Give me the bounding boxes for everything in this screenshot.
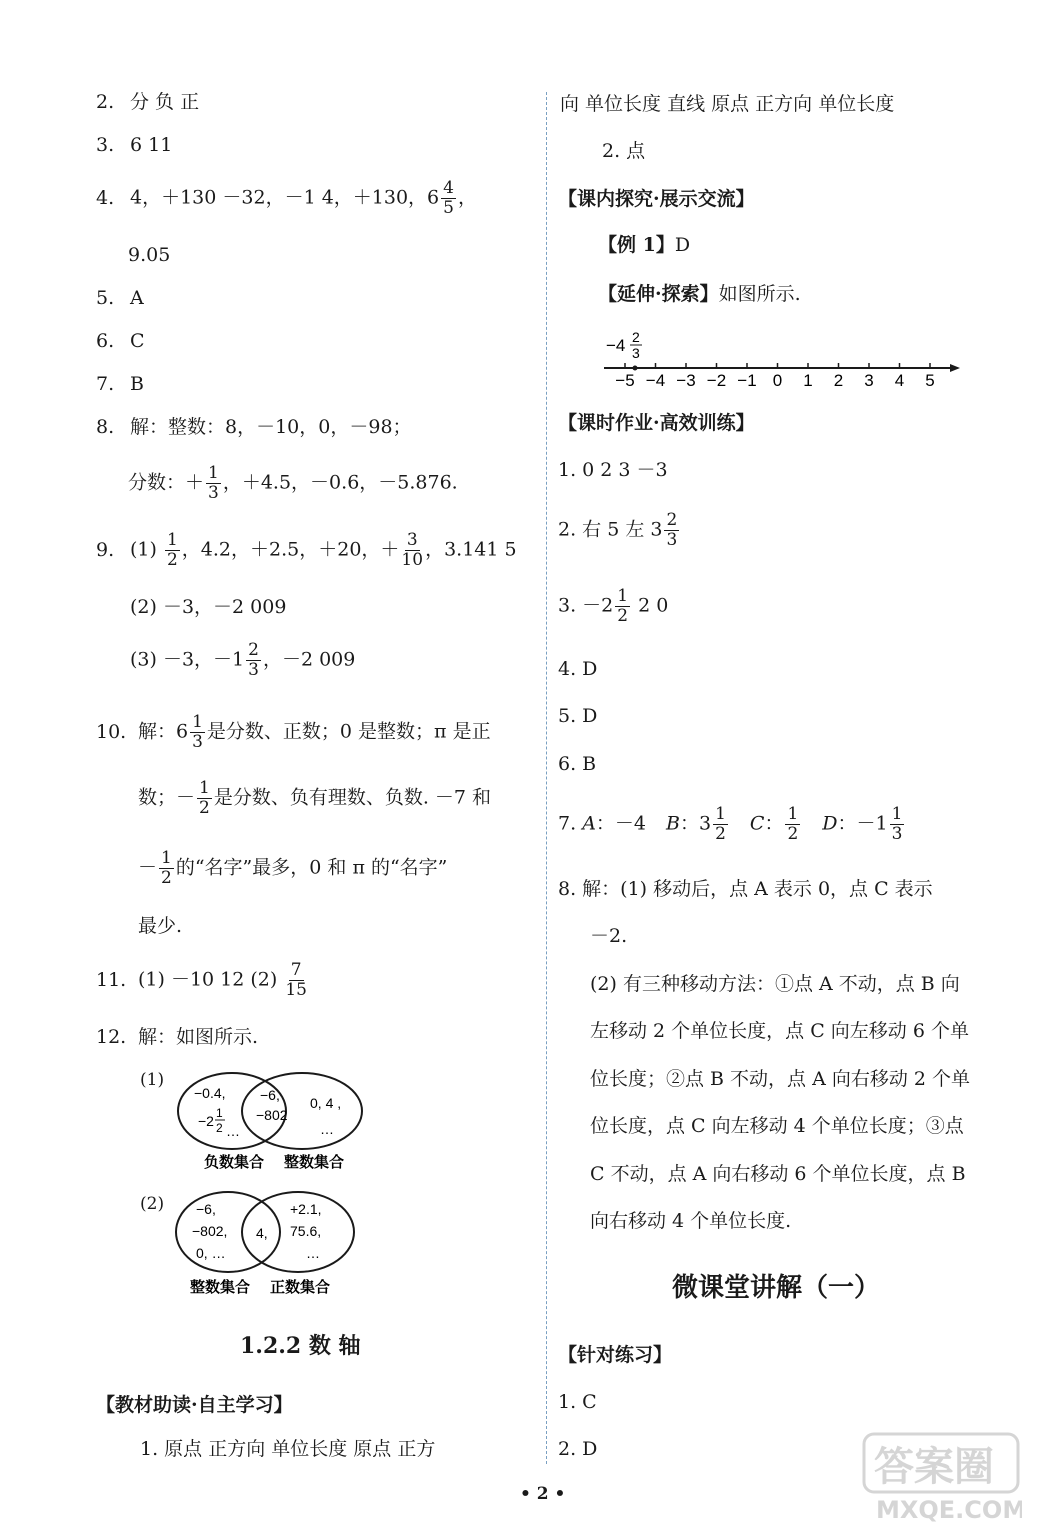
answer-9-3: (3) －3，－1 $\frac{2}{3}$ ，－2 009 xyxy=(130,640,356,680)
subhead-explore: 【课内探究·展示交流】 xyxy=(558,188,755,210)
venn2-left-3: 0, … xyxy=(196,1245,226,1261)
tick-label: −2 xyxy=(706,371,727,390)
subhead-practice: 【针对练习】 xyxy=(558,1344,673,1366)
fraction: $\frac{2}{3}$ xyxy=(666,510,678,550)
fraction: $\frac{3}{10}$ xyxy=(401,530,424,570)
venn1-left-fd: 2 xyxy=(216,1121,223,1135)
tick-label: −1 xyxy=(737,371,757,390)
answer-cont-line: 向 单位长度 直线 原点 正方向 单位长度 xyxy=(560,93,895,115)
tick-label: 4 xyxy=(894,371,905,390)
venn2-mid-1: 4, xyxy=(256,1225,268,1241)
answer-10: 10. 解：6 $\frac{1}{3}$ 是分数、正数；0 是整数；π 是正 xyxy=(96,712,491,752)
venn1-caption-right: 整数集合 xyxy=(284,1154,345,1171)
hw-answer-8-line4: 左移动 2 个单位长度，点 C 向左移动 6 个单 xyxy=(590,1020,969,1042)
answer-item-2: 2. 点 xyxy=(602,140,646,162)
fraction: $\frac{1}{3}$ xyxy=(192,712,203,752)
venn2-label: (2) xyxy=(140,1194,165,1214)
arrow-icon xyxy=(950,364,960,372)
fraction: $\frac{2}{3}$ xyxy=(248,640,259,680)
point-label-int: −4 xyxy=(606,336,626,355)
tick-label: 1 xyxy=(803,371,813,390)
venn2-right-3: … xyxy=(306,1245,320,1261)
tick-label: 0 xyxy=(772,371,783,390)
venn1-left-3: … xyxy=(226,1123,240,1139)
fraction: $\frac{1}{2}$ xyxy=(199,778,210,818)
page-number: • 2 • xyxy=(520,1484,566,1504)
fraction: $\frac{1}{3}$ xyxy=(208,463,219,503)
fraction: $\frac{1}{2}$ xyxy=(161,848,172,888)
answer-9-2: (2) －3，－2 009 xyxy=(130,596,287,618)
subhead-textbook: 【教材助读·自主学习】 xyxy=(96,1394,293,1416)
tick-label: −4 xyxy=(645,371,666,390)
hw-answer-6: 6. B xyxy=(558,753,597,775)
tick-label: 5 xyxy=(925,371,935,390)
point-label-fd: 3 xyxy=(632,345,640,361)
fraction: $\frac{4}{5}$ xyxy=(443,178,454,218)
answer-7: 7. B xyxy=(96,373,144,395)
answer-4: 4. 4，＋130 －32，－1 4，＋130，6 $\frac{4}{5}$ ， xyxy=(96,178,477,218)
watermark-icon xyxy=(862,1430,1022,1526)
hw-answer-8-line5: 位长度；②点 B 不动，点 A 向右移动 2 个单 xyxy=(590,1068,971,1090)
fraction: $\frac{1}{2}$ xyxy=(787,804,799,844)
answer-6: 6. C xyxy=(96,330,145,352)
venn-diagram-2 xyxy=(170,1188,370,1298)
practice-answer-2: 2. D xyxy=(558,1438,598,1460)
tick-label: −5 xyxy=(615,371,635,390)
tick-label: 2 xyxy=(833,371,844,390)
hw-answer-3: 3. －2 $\frac{1}{2}$ 2 0 xyxy=(558,586,669,626)
answer-8: 8. 解：整数：8，－10，0，－98； xyxy=(96,416,412,438)
number-line xyxy=(594,324,974,390)
svg-text:答案圈: 答案圈 xyxy=(874,1444,994,1490)
venn2-left-2: −802, xyxy=(192,1223,228,1239)
hw-answer-8-line6: 位长度，点 C 向左移动 4 个单位长度；③点 xyxy=(590,1115,964,1137)
subhead-homework: 【课时作业·高效训练】 xyxy=(558,412,755,434)
svg-text:MXQE.COM: MXQE.COM xyxy=(876,1496,1022,1524)
answer-8-cont: 分数：＋ $\frac{1}{3}$ ，＋4.5，－0.6，－5.876. xyxy=(128,463,458,503)
fraction: $\frac{1}{2}$ xyxy=(166,530,178,570)
answer-10-line3: － $\frac{1}{2}$ 的“名字”最多，0 和 π 的“名字” xyxy=(138,848,448,888)
answer-2: 2. 分 负 正 xyxy=(96,91,200,113)
fraction: $\frac{1}{2}$ xyxy=(617,586,629,626)
tick-label: −3 xyxy=(676,371,696,390)
venn1-left-2: −2 xyxy=(198,1113,214,1129)
example-1: 【例 1】D xyxy=(598,234,691,256)
answer-12: 12. 解：如图所示. xyxy=(96,1026,259,1048)
hw-answer-8-line7: C 不动，点 A 向右移动 6 个单位长度，点 B xyxy=(590,1163,966,1185)
watermark-logo xyxy=(862,1430,1022,1526)
point-label-fn: 2 xyxy=(632,329,640,345)
fraction: $\frac{1}{2}$ xyxy=(715,804,726,844)
venn-diagram-1 xyxy=(170,1064,370,1174)
hw-answer-7: 7. A：－4 B：3 $\frac{1}{2}$ C： $\frac{1}{2}$ D：－1 $\frac{1}{3}$ xyxy=(558,804,903,844)
venn1-mid-2: −802 xyxy=(256,1107,288,1123)
hw-answer-8-line8: 向右移动 4 个单位长度. xyxy=(590,1210,792,1232)
venn2-right-1: +2.1, xyxy=(290,1201,322,1217)
venn1-right-1: 0, 4 , xyxy=(310,1095,342,1111)
answer-11: 11. (1) －10 12 (2) $\frac{7}{15}$ xyxy=(96,960,307,1000)
venn1-left-1: −0.4, xyxy=(194,1085,226,1101)
answer-10-line2: 数；－ $\frac{1}{2}$ 是分数、负有理数、负数. －7 和 xyxy=(138,778,492,818)
answer-3: 3. 6 11 xyxy=(96,134,173,156)
hw-answer-1: 1. 0 2 3 －3 xyxy=(558,459,668,481)
hw-answer-2: 2. 右 5 左 3 $\frac{2}{3}$ xyxy=(558,510,678,550)
fraction: $\frac{1}{3}$ xyxy=(891,804,903,844)
answer-5: 5. A xyxy=(96,287,144,309)
venn2-left-1: −6, xyxy=(196,1201,216,1217)
hw-answer-8-line2: －2. xyxy=(590,925,628,947)
hw-answer-8-line1: 8. 解：(1) 移动后，点 A 表示 0，点 C 表示 xyxy=(558,878,933,900)
venn1-left-fn: 1 xyxy=(216,1106,223,1120)
venn2-right-2: 75.6, xyxy=(290,1223,322,1239)
answer-10-line4: 最少. xyxy=(138,915,183,937)
column-divider xyxy=(546,92,547,1464)
fraction: $\frac{7}{15}$ xyxy=(285,960,307,1000)
answer-4-cont: 9.05 xyxy=(128,244,171,266)
venn1-caption-left: 负数集合 xyxy=(204,1154,265,1171)
number-line-point xyxy=(633,366,638,371)
venn2-caption-left: 整数集合 xyxy=(190,1279,251,1296)
micro-lecture-title: 微课堂讲解（一） xyxy=(672,1273,881,1303)
hw-answer-4: 4. D xyxy=(558,658,598,680)
answer-9-1: 9. (1) $\frac{1}{2}$ ，4.2，＋2.5，＋20，＋ $\frac{3}{10}$ ，3.141 5 xyxy=(96,530,517,570)
venn2-caption-right: 正数集合 xyxy=(270,1279,331,1296)
section-title: 1.2.2 数 轴 xyxy=(240,1333,361,1359)
hw-answer-8-line3: (2) 有三种移动方法：①点 A 不动，点 B 向 xyxy=(590,973,960,995)
hw-answer-5: 5. D xyxy=(558,705,598,727)
venn1-label: (1) xyxy=(140,1070,165,1090)
extension: 【延伸·探索】如图所示. xyxy=(598,283,801,305)
tick-label: 3 xyxy=(864,371,874,390)
practice-answer-1: 1. C xyxy=(558,1391,597,1413)
venn1-mid-1: −6, xyxy=(260,1087,280,1103)
venn1-right-2: … xyxy=(320,1121,334,1137)
answer-textbook-1: 1. 原点 正方向 单位长度 原点 正方 xyxy=(140,1438,436,1460)
